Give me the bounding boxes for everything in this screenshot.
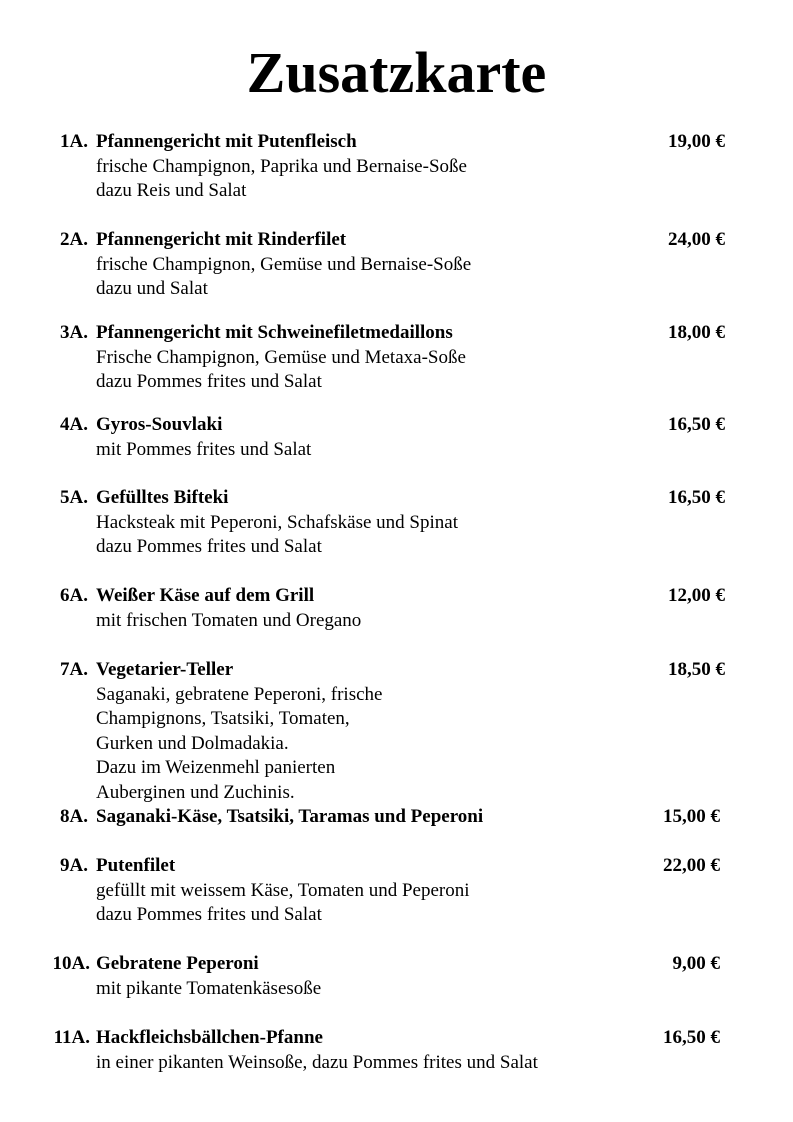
item-name: Hackfleichsbällchen-Pfanne bbox=[96, 1027, 323, 1048]
item-name: Pfannengericht mit Putenfleisch bbox=[96, 131, 357, 152]
item-price: 15,00 € bbox=[663, 806, 720, 827]
item-price: 16,50 € bbox=[668, 414, 725, 435]
item-price: 12,00 € bbox=[668, 585, 725, 606]
description-line: dazu Pommes frites und Salat bbox=[96, 536, 322, 557]
item-price: 9,00 € bbox=[672, 953, 720, 974]
item-description bbox=[96, 879, 470, 928]
item-price: 16,50 € bbox=[668, 487, 725, 508]
item-number: 1A. bbox=[60, 131, 88, 152]
item-price: 18,50 € bbox=[668, 659, 725, 680]
description-line: dazu Pommes frites und Salat bbox=[96, 904, 322, 925]
description-line: Champignons, Tsatsiki, Tomaten, bbox=[96, 708, 350, 729]
item-number: 7A. bbox=[60, 659, 88, 680]
description-line: Frische Champignon, Gemüse und Metaxa-Soße bbox=[96, 346, 466, 368]
description-line: Hacksteak mit Peperoni, Schafskäse und Spinat bbox=[96, 511, 458, 533]
description-line: dazu Pommes frites und Salat bbox=[96, 371, 322, 392]
item-number: 2A. bbox=[60, 229, 88, 250]
description-line: dazu Reis und Salat bbox=[96, 180, 247, 201]
item-price: 22,00 € bbox=[663, 855, 720, 876]
item-description bbox=[96, 511, 458, 560]
item-name: Vegetarier-Teller bbox=[96, 659, 234, 680]
item-number: 10A. bbox=[52, 953, 90, 974]
item-price: 24,00 € bbox=[668, 229, 725, 250]
item-name: Gyros-Souvlaki bbox=[96, 414, 223, 435]
item-number: 4A. bbox=[60, 414, 88, 435]
description-line: Dazu im Weizenmehl panierten bbox=[96, 757, 336, 778]
item-description bbox=[96, 683, 382, 806]
description-line: dazu und Salat bbox=[96, 278, 208, 299]
item-description bbox=[96, 977, 321, 1002]
description-line: frische Champignon, Paprika und Bernaise-Soße bbox=[96, 155, 467, 177]
description-line: Saganaki, gebratene Peperoni, frische bbox=[96, 683, 383, 705]
item-number: 11A. bbox=[53, 1027, 90, 1048]
description-line: in einer pikanten Weinsoße, dazu Pommes frites und Salat bbox=[96, 1051, 538, 1073]
item-name: Pfannengericht mit Rinderfilet bbox=[96, 229, 347, 250]
item-price: 19,00 € bbox=[668, 131, 725, 152]
item-number: 9A. bbox=[60, 855, 88, 876]
item-number: 5A. bbox=[60, 487, 88, 508]
item-description bbox=[96, 1051, 538, 1076]
item-name: Gefülltes Bifteki bbox=[96, 487, 229, 508]
item-number: 8A. bbox=[60, 806, 88, 827]
item-number: 6A. bbox=[60, 585, 88, 606]
item-number: 3A. bbox=[60, 322, 88, 343]
item-description bbox=[96, 609, 361, 634]
item-description bbox=[96, 438, 311, 463]
item-name: Putenfilet bbox=[96, 855, 176, 876]
item-name: Gebratene Peperoni bbox=[96, 953, 259, 974]
item-description bbox=[96, 155, 467, 204]
item-name: Pfannengericht mit Schweinefiletmedaillons bbox=[96, 322, 453, 343]
description-line: Auberginen und Zuchinis. bbox=[96, 781, 295, 803]
item-name: Weißer Käse auf dem Grill bbox=[96, 585, 315, 606]
description-line: mit frischen Tomaten und Oregano bbox=[96, 609, 362, 631]
item-description bbox=[96, 346, 466, 395]
description-line: mit pikante Tomatenkäsesoße bbox=[96, 977, 322, 999]
description-line: frische Champignon, Gemüse und Bernaise-Soße bbox=[96, 253, 472, 275]
description-line: gefüllt mit weissem Käse, Tomaten und Peperoni bbox=[96, 879, 470, 901]
description-line: mit Pommes frites und Salat bbox=[96, 438, 312, 460]
item-name: Saganaki-Käse, Tsatsiki, Taramas und Peperoni bbox=[96, 806, 484, 827]
description-line: Gurken und Dolmadakia. bbox=[96, 732, 289, 754]
item-description bbox=[96, 253, 471, 302]
item-price: 18,00 € bbox=[668, 322, 725, 343]
item-price: 16,50 € bbox=[663, 1027, 720, 1048]
page-title: Zusatzkarte bbox=[246, 40, 547, 105]
